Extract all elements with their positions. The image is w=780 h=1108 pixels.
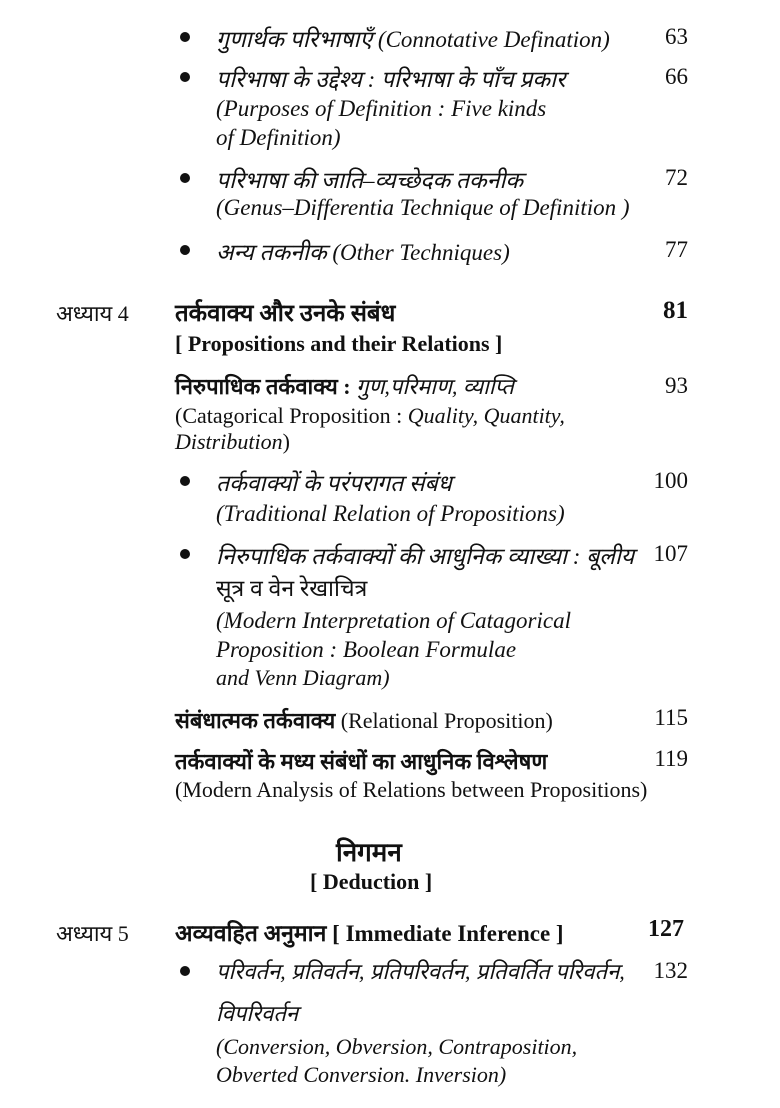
- section-english-roman: (Catagorical Proposition :: [175, 403, 403, 428]
- entry-english-line: Obverted Conversion. Inversion): [216, 1062, 507, 1087]
- section-english-close: ): [282, 429, 290, 454]
- entry-english-line: of Definition): [216, 125, 341, 150]
- entry-english-line: (Traditional Relation of Propositions): [216, 501, 565, 526]
- entry-english-line: (Modern Interpretation of Catagorical: [216, 608, 571, 633]
- page-number: 77: [665, 237, 688, 262]
- section-hindi: संबंधात्मक तर्कवाक्य: [175, 708, 336, 733]
- section-english-italic: Quality, Quantity,: [407, 403, 565, 428]
- entry-genus-differentia: परिभाषा की जाति–व्यच्छेदक तकनीक: [216, 168, 524, 193]
- bullet-icon: [180, 72, 190, 82]
- page-number: 119: [654, 746, 688, 771]
- part-title: निगमन: [336, 838, 402, 867]
- section-english-line: [175, 403, 565, 429]
- section-english-line: (Modern Analysis of Relations between Propositions): [175, 777, 648, 802]
- section-english-line: [175, 429, 290, 455]
- bullet-icon: [180, 476, 190, 486]
- chapter-label: अध्याय 5: [56, 921, 129, 946]
- bullet-icon: [180, 173, 190, 183]
- page-number: 107: [653, 541, 688, 566]
- page-number: 63: [665, 24, 688, 49]
- page-number: 72: [665, 165, 688, 190]
- section-hindi-italic: गुण,परिमाण, व्याप्ति: [356, 374, 514, 399]
- entry-english-line: Proposition : Boolean Formulae: [216, 637, 517, 662]
- part-subtitle: [ Deduction ]: [310, 869, 433, 894]
- chapter-title: अव्यवहित अनुमान [ Immediate Inference ]: [175, 921, 564, 946]
- entry-english-line: (Genus–Differentia Technique of Definition ): [216, 195, 630, 220]
- entry-conversion-types: परिवर्तन, प्रतिवर्तन, प्रतिपरिवर्तन, प्रतिवर्तित परिवर्तन,: [216, 959, 625, 984]
- page-number: 66: [665, 64, 688, 89]
- section-english: (Relational Proposition): [340, 708, 553, 733]
- page-number: 132: [653, 958, 688, 983]
- chapter-label: अध्याय 4: [56, 301, 129, 326]
- entry-traditional-relations: तर्कवाक्यों के परंपरागत संबंध: [216, 471, 452, 496]
- chapter-page-number: 81: [663, 297, 688, 324]
- section-hindi: निरुपाधिक तर्कवाक्य :: [175, 374, 351, 399]
- chapter-subtitle: [ Propositions and their Relations ]: [175, 331, 503, 356]
- section-modern-analysis: तर्कवाक्यों के मध्य संबंधों का आधुनिक विश्लेषण: [175, 749, 548, 774]
- chapter-title: तर्कवाक्य और उनके संबंध: [175, 301, 396, 327]
- entry-modern-interpretation: निरुपाधिक तर्कवाक्यों की आधुनिक व्याख्या : बूलीय: [216, 544, 635, 569]
- entry-hindi-line: सूत्र व वेन रेखाचित्र: [216, 576, 368, 601]
- section-relational-proposition: [175, 705, 553, 735]
- page-number: 100: [653, 468, 688, 493]
- bullet-icon: [180, 549, 190, 559]
- entry-hindi-line: विपरिवर्तन: [216, 1001, 299, 1026]
- page-number: 93: [665, 373, 688, 398]
- bullet-icon: [180, 966, 190, 976]
- entry-english-line: (Conversion, Obversion, Contraposition,: [216, 1034, 578, 1059]
- entry-purposes-of-definition: परिभाषा के उद्देश्य : परिभाषा के पाँच प्रकार: [216, 67, 566, 92]
- bullet-icon: [180, 245, 190, 255]
- chapter-page-number: 127: [648, 916, 684, 942]
- section-english-italic: Distribution: [175, 429, 283, 454]
- entry-english-line: (Purposes of Definition : Five kinds: [216, 96, 547, 121]
- entry-english-line: and Venn Diagram): [216, 665, 390, 690]
- entry-connotative-definition: गुणार्थक परिभाषाएँ (Connotative Defination): [216, 27, 610, 52]
- bullet-icon: [180, 32, 190, 42]
- section-categorical-proposition: [175, 371, 514, 401]
- page-number: 115: [654, 705, 688, 730]
- entry-other-techniques: अन्य तकनीक (Other Techniques): [216, 240, 510, 265]
